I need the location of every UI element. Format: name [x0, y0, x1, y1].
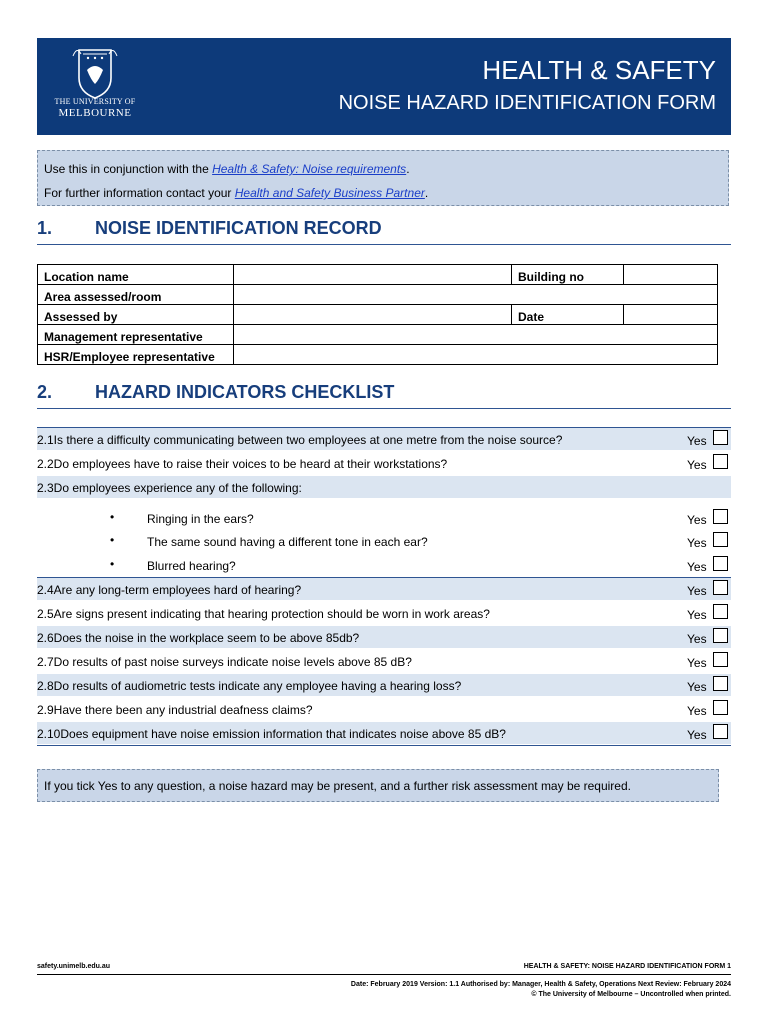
location-field[interactable]: [234, 265, 512, 285]
question-text: 2.8Do results of audiometric tests indicate any employee having a hearing loss?: [37, 679, 462, 693]
footer-meta-line-2: © The University of Melbourne – Uncontrolled when printed.: [531, 991, 731, 999]
footer-divider: [37, 974, 731, 975]
question-text: 2.3Do employees experience any of the following:: [37, 481, 302, 495]
section-2-title: HAZARD INDICATORS CHECKLIST: [95, 382, 395, 402]
section-2-heading: [37, 380, 731, 409]
question-text: The same sound having a different tone in each ear?: [147, 535, 428, 549]
yes-checkbox[interactable]: [713, 604, 728, 619]
checklist-item-2-2: [37, 452, 731, 474]
yes-checkbox[interactable]: [713, 676, 728, 691]
yes-checkbox[interactable]: [713, 652, 728, 667]
yes-label: Yes: [687, 536, 707, 550]
management-field[interactable]: [234, 325, 718, 345]
question-text: 2.2Do employees have to raise their voices to be heard at their workstations?: [37, 457, 448, 471]
yes-label: Yes: [687, 608, 707, 622]
noise-requirements-link[interactable]: Health & Safety: Noise requirements: [212, 162, 407, 176]
area-field[interactable]: [234, 285, 718, 305]
yes-checkbox[interactable]: [713, 580, 728, 595]
footer-url: safety.unimelb.edu.au: [37, 963, 110, 970]
checklist-subitem-ringing: [37, 507, 731, 529]
yes-label: Yes: [687, 680, 707, 694]
info-line-1: [44, 162, 410, 176]
checklist-item-2-9: [37, 698, 731, 720]
question-text: Blurred hearing?: [147, 559, 236, 573]
logo-line-2: MELBOURNE: [58, 106, 132, 119]
question-text: 2.6Does the noise in the workplace seem to be above 85db?: [37, 631, 360, 645]
yes-label: Yes: [687, 560, 707, 574]
footer-title: HEALTH & SAFETY: NOISE HAZARD IDENTIFICATION FORM 1: [523, 963, 731, 970]
bullet: •: [110, 557, 115, 571]
checklist-item-2-10: [37, 722, 731, 744]
section-2-number: 2.: [37, 382, 53, 402]
info-line-1-suffix: .: [406, 162, 410, 176]
table-row: [38, 305, 718, 325]
checklist-item-2-7: [37, 650, 731, 672]
info-line-2-prefix: For further information contact your: [44, 186, 235, 200]
yes-checkbox[interactable]: [713, 556, 728, 571]
building-field[interactable]: [624, 265, 718, 285]
section-1-number: 1.: [37, 218, 53, 238]
section-1-title: NOISE IDENTIFICATION RECORD: [95, 218, 382, 238]
date-label: Date: [512, 305, 624, 325]
table-row: [38, 285, 718, 305]
checklist-item-2-4: [37, 578, 731, 600]
business-partner-link[interactable]: Health and Safety Business Partner: [234, 186, 425, 200]
page-subtitle: NOISE HAZARD IDENTIFICATION FORM: [338, 92, 716, 114]
yes-checkbox[interactable]: [713, 532, 728, 547]
checklist-item-2-6: [37, 626, 731, 648]
yes-checkbox[interactable]: [713, 454, 728, 469]
table-row: [38, 345, 718, 365]
building-label: Building no: [512, 265, 624, 285]
assessed-by-field[interactable]: [234, 305, 512, 325]
question-text: 2.7Do results of past noise surveys indicate noise levels above 85 dB?: [37, 655, 412, 669]
info-line-2-suffix: .: [424, 186, 429, 200]
footer-meta: [351, 980, 731, 1000]
hsr-label: HSR/Employee representative: [38, 345, 234, 365]
table-row: [38, 265, 718, 285]
divider: [37, 745, 731, 746]
yes-label: Yes: [687, 728, 707, 742]
checklist-subitem-blurred: [37, 554, 731, 576]
yes-label: Yes: [687, 513, 707, 527]
question-text: 2.9Have there been any industrial deafness claims?: [37, 703, 313, 717]
checklist-item-2-8: [37, 674, 731, 696]
assessed-by-label: Assessed by: [38, 305, 234, 325]
checklist-subitem-tone: [37, 530, 731, 552]
yes-checkbox[interactable]: [713, 430, 728, 445]
question-text: 2.10Does equipment have noise emission information that indicates noise above 85 dB?: [37, 727, 506, 741]
section-1-heading: [37, 216, 731, 245]
yes-label: Yes: [687, 704, 707, 718]
yes-label: Yes: [687, 434, 707, 448]
yes-label: Yes: [687, 656, 707, 670]
yes-checkbox[interactable]: [713, 628, 728, 643]
yes-checkbox[interactable]: [713, 509, 728, 524]
checklist-item-2-3: [37, 476, 731, 498]
university-wordmark: [47, 98, 143, 119]
question-text: Ringing in the ears?: [147, 512, 254, 526]
bullet: •: [110, 533, 115, 547]
management-label: Management representative: [38, 325, 234, 345]
yes-label: Yes: [687, 584, 707, 598]
date-field[interactable]: [624, 305, 718, 325]
question-text: 2.4Are any long-term employees hard of hearing?: [37, 583, 302, 597]
hsr-field[interactable]: [234, 345, 718, 365]
checklist-item-2-5: [37, 602, 731, 624]
table-row: [38, 325, 718, 345]
bullet: •: [110, 510, 115, 524]
info-line-2: [44, 186, 428, 200]
question-text: 2.5Are signs present indicating that hearing protection should be worn in work areas?: [37, 607, 490, 621]
yes-checkbox[interactable]: [713, 724, 728, 739]
footer-meta-line-1: Date: February 2019 Version: 1.1 Authorised by: Manager, Health & Safety, Operations Next Review: February 2024: [350, 981, 731, 988]
yes-label: Yes: [687, 632, 707, 646]
note-text: If you tick Yes to any question, a noise hazard may be present, and a further risk assessment may be required.: [44, 779, 631, 793]
page-title: HEALTH & SAFETY: [482, 55, 716, 85]
info-line-1-prefix: Use this in conjunction with the: [44, 162, 213, 176]
yes-checkbox[interactable]: [713, 700, 728, 715]
identification-record-table: [37, 264, 718, 365]
question-text: 2.1Is there a difficulty communicating between two employees at one metre from the noise source?: [37, 433, 563, 447]
yes-label: Yes: [687, 458, 707, 472]
checklist-item-2-1: [37, 428, 731, 450]
area-label: Area assessed/room: [38, 285, 234, 305]
location-label: Location name: [38, 265, 234, 285]
logo-line-1: THE UNIVERSITY OF: [54, 97, 136, 106]
note-box: [37, 769, 719, 802]
info-box: [37, 150, 729, 206]
